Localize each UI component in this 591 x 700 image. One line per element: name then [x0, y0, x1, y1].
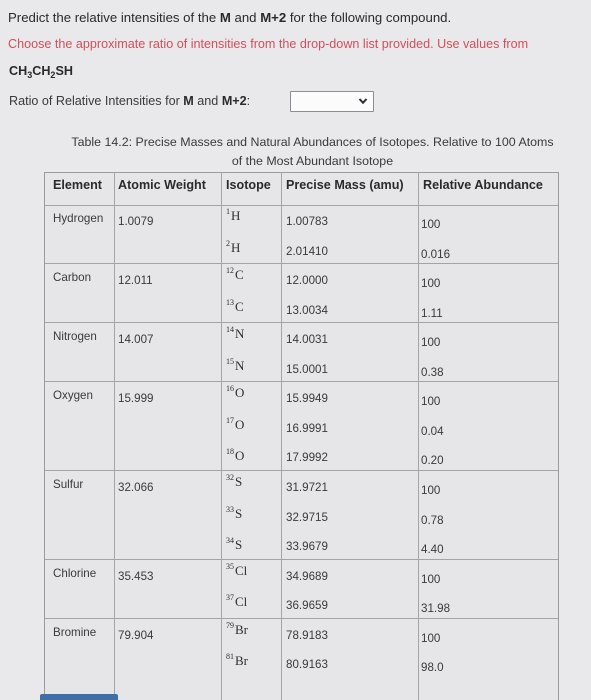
relative-abundance: 100 [421, 218, 441, 231]
relative-abundance: 0.04 [421, 424, 444, 438]
element-symbol: O [235, 385, 245, 401]
element-symbol: N [235, 357, 245, 373]
atomic-weight: 79.904 [118, 628, 154, 642]
mass-number: 18 [226, 447, 234, 457]
mass-number: 32 [226, 472, 234, 482]
isotope-symbol [226, 207, 240, 224]
mass-number: 16 [226, 384, 234, 394]
submit-button[interactable] [40, 694, 118, 700]
ratio-dropdown[interactable] [290, 91, 374, 112]
precise-mass: 16.9991 [286, 421, 328, 435]
atomic-weight: 32.066 [118, 480, 154, 494]
prompt-text: for the following compound. [286, 10, 452, 25]
mass-number: 1 [226, 207, 230, 216]
mass-number: 33 [226, 504, 234, 514]
mass-number: 13 [226, 297, 234, 307]
element-name: Bromine [53, 625, 97, 639]
mass-number: 2 [226, 238, 230, 248]
chevron-down-icon [358, 95, 368, 107]
prompt-text: Predict the relative intensities of the [8, 10, 220, 25]
element-symbol: O [235, 448, 245, 464]
column-header: Element [53, 178, 102, 192]
element-symbol: O [235, 416, 245, 432]
precise-mass: 15.0001 [286, 362, 328, 376]
table-caption: Table 14.2: Precise Masses and Natural Abundances of Isotopes. Relative to 100 Atoms of the Most Abundant Isotope [71, 135, 554, 168]
relative-abundance: 100 [421, 631, 441, 645]
atomic-weight: 35.453 [118, 569, 154, 583]
row-divider [45, 618, 558, 619]
isotope-symbol [226, 357, 244, 374]
isotope-symbol [226, 621, 248, 638]
isotope-symbol [226, 239, 240, 256]
column-header: Atomic Weight [118, 178, 206, 192]
prompt-m: M [219, 10, 231, 25]
relative-abundance: 98.0 [421, 661, 444, 675]
precise-mass: 31.9721 [286, 480, 328, 494]
element-symbol: Cl [235, 562, 248, 578]
precise-mass: 80.9163 [286, 658, 328, 672]
isotope-symbol [226, 536, 242, 553]
relative-abundance: 100 [421, 572, 441, 586]
prompt-m2: M+2 [260, 10, 287, 25]
isotope-symbol [226, 652, 248, 669]
precise-mass: 78.9183 [286, 628, 328, 642]
relative-abundance: 100 [421, 483, 441, 497]
element-name: Sulfur [53, 477, 84, 491]
atomic-weight: 15.999 [118, 392, 154, 406]
relative-abundance: 0.78 [421, 513, 444, 527]
element-symbol: H [231, 208, 241, 223]
atomic-weight: 1.0079 [118, 215, 154, 228]
isotope-symbol [226, 384, 244, 401]
relative-abundance: 0.38 [421, 365, 444, 379]
element-symbol: C [235, 267, 244, 283]
precise-mass: 15.9949 [286, 392, 328, 406]
mass-number: 35 [226, 561, 234, 571]
row-divider [45, 470, 558, 471]
precise-mass: 2.01410 [286, 244, 328, 258]
element-symbol: Cl [235, 594, 248, 610]
isotope-symbol [226, 416, 244, 433]
element-symbol: Br [235, 621, 248, 637]
isotope-symbol [226, 593, 247, 610]
element-name: Hydrogen [53, 212, 104, 225]
isotope-symbol [226, 505, 242, 522]
element-name: Chlorine [53, 566, 97, 580]
mass-number: 79 [226, 620, 234, 630]
element-symbol: H [231, 239, 241, 255]
isotope-symbol [226, 266, 244, 283]
relative-abundance: 31.98 [421, 602, 451, 616]
element-name: Oxygen [53, 389, 93, 403]
row-divider [45, 322, 558, 323]
atomic-weight: 12.011 [118, 274, 153, 288]
element-name: Nitrogen [53, 330, 97, 344]
column-divider [418, 172, 419, 700]
row-divider [45, 263, 558, 264]
precise-mass: 36.9659 [286, 599, 328, 613]
isotope-symbol [226, 447, 244, 464]
ratio-label: Ratio of Relative Intensities for M and M+2: [9, 94, 251, 108]
relative-abundance: 0.20 [421, 454, 444, 468]
element-symbol: N [235, 326, 245, 342]
relative-abundance: 0.016 [421, 247, 451, 261]
precise-mass: 12.0000 [286, 274, 328, 288]
column-header: Precise Mass (amu) [286, 178, 404, 192]
precise-mass: 32.9715 [286, 510, 328, 524]
column-header: Relative Abundance [423, 178, 543, 192]
precise-mass: 33.9679 [286, 540, 328, 554]
element-symbol: S [235, 505, 243, 521]
mass-number: 15 [226, 356, 234, 366]
precise-mass: 34.9689 [286, 569, 328, 583]
mass-number: 12 [226, 266, 234, 276]
isotope-symbol [226, 562, 247, 579]
precise-mass: 17.9992 [286, 451, 328, 465]
mass-number: 34 [226, 536, 234, 546]
mass-number: 81 [226, 652, 234, 662]
row-divider [45, 559, 558, 560]
isotope-symbol [226, 473, 242, 490]
mass-number: 37 [226, 593, 234, 603]
row-divider [45, 381, 558, 382]
isotope-symbol [226, 298, 244, 315]
element-symbol: S [235, 473, 243, 489]
mass-number: 17 [226, 415, 234, 425]
precise-mass: 14.0031 [286, 333, 328, 347]
column-header: Isotope [226, 178, 271, 192]
relative-abundance: 4.40 [421, 543, 444, 557]
question-prompt [8, 10, 451, 25]
mass-number: 14 [226, 325, 234, 335]
element-symbol: Br [235, 653, 248, 669]
relative-abundance: 100 [421, 277, 441, 291]
element-name: Carbon [53, 271, 92, 285]
instruction-text: Choose the approximate ratio of intensities from the drop-down list provided. Use values from [8, 37, 529, 51]
element-symbol: C [235, 298, 244, 314]
column-divider [281, 172, 282, 700]
atomic-weight: 14.007 [118, 333, 154, 347]
relative-abundance: 100 [421, 395, 441, 409]
isotope-symbol [226, 325, 244, 342]
element-symbol: S [235, 537, 243, 553]
precise-mass: 1.00783 [286, 215, 328, 228]
compound-formula: $CH_3CH_2SH$ [9, 64, 73, 80]
precise-mass: 13.0034 [286, 303, 328, 317]
relative-abundance: 100 [421, 336, 441, 350]
header-divider [45, 205, 558, 206]
prompt-text: and [230, 10, 261, 25]
column-divider [221, 172, 222, 700]
relative-abundance: 1.11 [421, 306, 443, 320]
column-divider [114, 172, 115, 700]
